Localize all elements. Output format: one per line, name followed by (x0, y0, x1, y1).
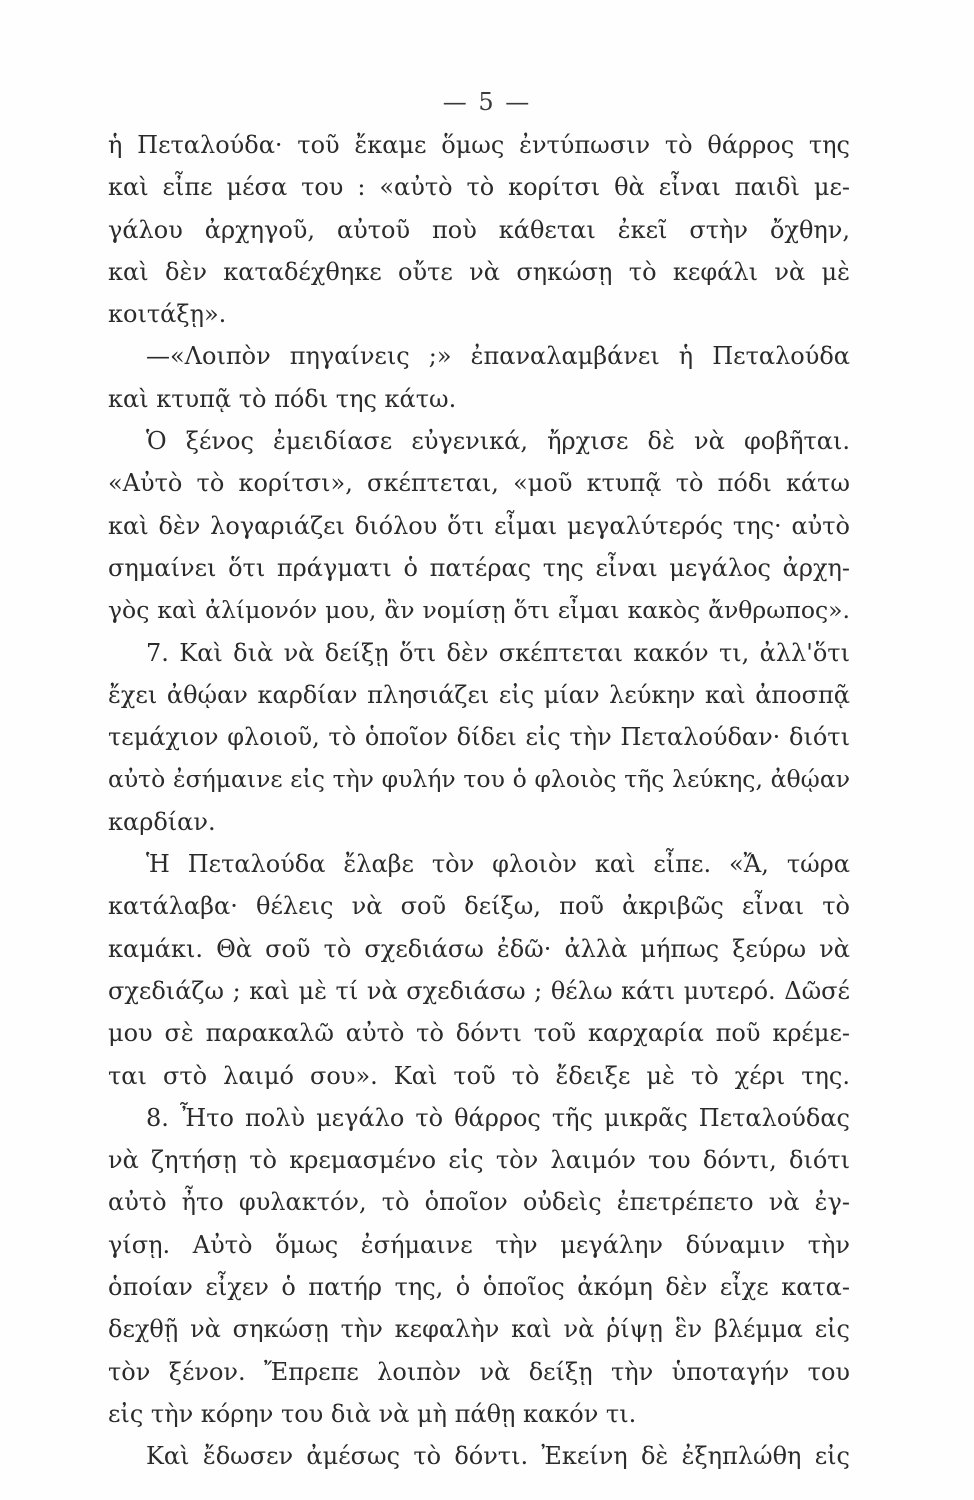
text-line: 7. Καὶ διὰ νὰ δείξῃ ὅτι δὲν σκέπτεται κακόν τι, ἀλλ'ὅτι (146, 638, 850, 667)
text-line: γὸς καὶ ἀλίμονόν μου, ἂν νομίσῃ ὅτι εἶμαι κακὸς ἄνθρωπος». (108, 596, 850, 625)
text-line: Ὁ ξένος ἐμειδίασε εὐγενικά, ἤρχισε δὲ νὰ φοβῆται. (146, 427, 850, 456)
text-line: Ἡ Πεταλούδα ἔλαβε τὸν φλοιὸν καὶ εἶπε. «Ἄ, τώρα (146, 850, 850, 879)
text-line: μου σὲ παρακαλῶ αὐτὸ τὸ δόντι τοῦ καρχαρία ποῦ κρέμε- (108, 1019, 850, 1048)
text-line: ἔχει ἀθῴαν καρδίαν πλησιάζει εἰς μίαν λεύκην καὶ ἀποσπᾷ (108, 680, 850, 709)
text-line: κοιτάξῃ». (108, 300, 227, 329)
text-line: εἰς τὴν κόρην του διὰ νὰ μὴ πάθῃ κακόν τι. (108, 1399, 637, 1428)
text-line: καὶ εἶπε μέσα του : «αὐτὸ τὸ κορίτσι θὰ εἶναι παιδὶ με- (108, 173, 850, 202)
text-line: σημαίνει ὅτι πράγματι ὁ πατέρας της εἶναι μεγάλος ἀρχη- (108, 553, 850, 582)
text-line: —«Λοιπὸν πηγαίνεις ;» ἐπαναλαμβάνει ἡ Πεταλούδα (146, 342, 850, 371)
text-line: Καὶ ἔδωσεν ἀμέσως τὸ δόντι. Ἐκείνη δὲ ἐξηπλώθη εἰς (146, 1442, 850, 1471)
text-line: καμάκι. Θὰ σοῦ τὸ σχεδιάσω ἐδῶ· ἀλλὰ μήπως ξεύρω νὰ (108, 934, 850, 963)
text-line: γάλου ἀρχηγοῦ, αὐτοῦ ποὺ κάθεται ἐκεῖ στὴν ὄχθην, (108, 215, 850, 244)
text-line: δεχθῇ νὰ σηκώσῃ τὴν κεφαλὴν καὶ νὰ ῥίψῃ ἓν βλέμμα εἰς (108, 1315, 850, 1344)
text-line: τὸν ξένον. Ἔπρεπε λοιπὸν νὰ δείξῃ τὴν ὑποταγήν του (108, 1357, 850, 1386)
body-text (108, 124, 850, 1478)
text-line: καρδίαν. (108, 807, 216, 836)
text-line: καὶ δὲν λογαριάζει διόλου ὅτι εἶμαι μεγαλύτερός της· αὐτὸ (108, 511, 850, 540)
text-line: «Αὐτὸ τὸ κορίτσι», σκέπτεται, «μοῦ κτυπᾷ τὸ πόδι κάτω (108, 469, 850, 498)
text-line: νὰ ζητήσῃ τὸ κρεμασμένο εἰς τὸν λαιμόν του δόντι, διότι (108, 1146, 850, 1175)
text-line: καὶ δὲν καταδέχθηκε οὔτε νὰ σηκώσῃ τὸ κεφάλι νὰ μὲ (108, 257, 850, 286)
text-line: 8. Ἦτο πολὺ μεγάλο τὸ θάρρος τῆς μικρᾶς Πεταλούδας (146, 1103, 850, 1132)
text-line: τεμάχιον φλοιοῦ, τὸ ὁποῖον δίδει εἰς τὴν Πεταλούδαν· διότι (108, 723, 850, 752)
text-line: αὐτὸ ἦτο φυλακτόν, τὸ ὁποῖον οὐδεὶς ἐπετρέπετο νὰ ἐγ- (108, 1188, 850, 1217)
text-line: ται στὸ λαιμό σου». Καὶ τοῦ τὸ ἔδειξε μὲ τὸ χέρι της. (108, 1061, 850, 1090)
page-number: — 5 — (442, 88, 532, 116)
text-line: ἡ Πεταλούδα· τοῦ ἔκαμε ὅμως ἐντύπωσιν τὸ θάρρος της (108, 131, 850, 159)
text-line: ὁποίαν εἶχεν ὁ πατήρ της, ὁ ὁποῖος ἀκόμη δὲν εἶχε κατα- (108, 1273, 850, 1302)
text-line: αὐτὸ ἐσήμαινε εἰς τὴν φυλήν του ὁ φλοιὸς τῆς λεύκης, ἀθῴαν (108, 765, 850, 794)
text-line: καὶ κτυπᾷ τὸ πόδι της κάτω. (108, 384, 457, 413)
text-line: κατάλαβα· θέλεις νὰ σοῦ δείξω, ποῦ ἀκριβῶς εἶναι τὸ (108, 892, 850, 921)
text-line: γίσῃ. Αὐτὸ ὅμως ἐσήμαινε τὴν μεγάλην δύναμιν τὴν (108, 1230, 850, 1259)
text-line: σχεδιάζω ; καὶ μὲ τί νὰ σχεδιάσω ; θέλω κάτι μυτερό. Δῶσέ (108, 976, 850, 1005)
